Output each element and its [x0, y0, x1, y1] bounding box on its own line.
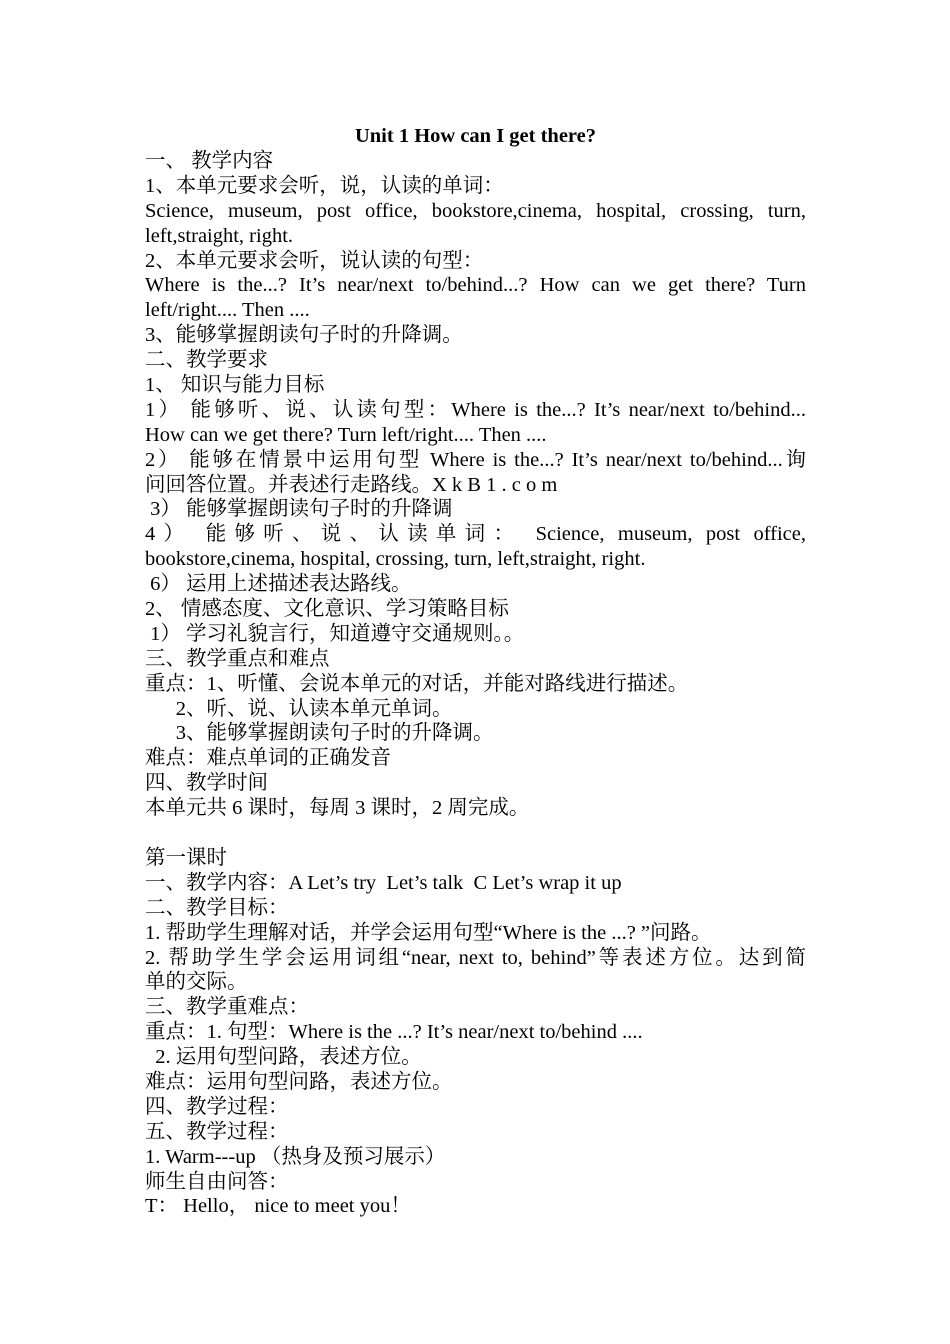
text-line: 1、 知识与能力目标: [145, 374, 325, 397]
text-line: 一、教学内容：A Let’s try Let’s talk C Let’s wrap it up: [145, 871, 622, 894]
text-line: 6） 运用上述描述表达路线。: [145, 573, 412, 596]
text-line: 2. 帮助学生学会运用词组“near, next to, behind”等表述方位。达到简: [145, 946, 806, 969]
document-body: [145, 123, 806, 1219]
text-line: 师生自由问答：: [145, 1170, 289, 1193]
text-line: left,straight, right.: [145, 224, 294, 247]
text-line: 重点：1. 句型：Where is the ...? It’s near/next to/behind ....: [145, 1021, 643, 1044]
text-line: T： Hello， nice to meet you！: [145, 1195, 411, 1218]
text-line: 3、能够掌握朗读句子时的升降调。: [145, 722, 494, 745]
text-line: 1. Warm---up （热身及预习展示）: [145, 1145, 446, 1168]
text-line: 2、 情感态度、文化意识、学习策略目标: [145, 598, 509, 621]
text-line: 五、教学过程：: [145, 1120, 289, 1143]
document-title: Unit 1 How can I get there?: [354, 125, 597, 147]
section-heading: 二、教学要求: [145, 349, 268, 372]
lesson-heading: 第一课时: [145, 846, 227, 869]
text-line: 重点：1、听懂、会说本单元的对话，并能对路线进行描述。: [145, 672, 689, 695]
section-heading: 一、 教学内容: [145, 150, 274, 172]
text-line: 难点：难点单词的正确发音: [145, 747, 391, 770]
section-heading: 三、教学重点和难点: [145, 647, 330, 670]
text-line: 3） 能够掌握朗读句子时的升降调: [145, 498, 453, 521]
text-line: Where is the...? It’s near/next to/behind...? How can we get there? Turn: [145, 274, 806, 297]
text-line: 1、本单元要求会听，说，认读的单词：: [145, 174, 504, 197]
text-line: 2、听、说、认读本单元单词。: [145, 697, 453, 720]
text-line: 三、教学重难点：: [145, 996, 309, 1019]
blank-line: [145, 821, 806, 846]
text-line: left/right.... Then ....: [145, 299, 310, 322]
text-line: 难点：运用句型问路，表述方位。: [145, 1070, 453, 1093]
text-line: 1） 能够听、说、认读句型：Where is the...? It’s near/next to/behind...: [145, 398, 806, 421]
text-line: 问回答位置。并表述行走路线。X k B 1 . c o m: [145, 473, 558, 496]
text-line: 3、能够掌握朗读句子时的升降调。: [145, 324, 463, 347]
text-line: 四、教学过程：: [145, 1095, 289, 1118]
text-line: 1. 帮助学生理解对话，并学会运用句型“Where is the ...? ”问路。: [145, 921, 712, 944]
text-line: 2. 运用句型问路，表述方位。: [145, 1046, 422, 1069]
text-line: bookstore,cinema, hospital, crossing, turn, left,straight, right.: [145, 548, 646, 571]
text-line: 2、本单元要求会听，说认读的句型：: [145, 249, 484, 272]
text-line: 单的交际。: [145, 971, 248, 994]
text-line: 本单元共 6 课时，每周 3 课时，2 周完成。: [145, 797, 530, 820]
text-line: Science, museum, post office, bookstore,cinema, hospital, crossing, turn,: [145, 199, 806, 222]
section-heading: 四、教学时间: [145, 772, 268, 795]
text-line: How can we get there? Turn left/right.... Then ....: [145, 423, 547, 446]
text-line: 二、教学目标：: [145, 896, 289, 919]
text-line: 4） 能够听、说、认读单词： Science, museum, post office,: [145, 523, 806, 546]
text-line: 1） 学习礼貌言行，知道遵守交通规则。。: [145, 622, 525, 645]
text-line: 2） 能够在情景中运用句型 Where is the...? It’s near/next to/behind...询: [145, 448, 806, 471]
